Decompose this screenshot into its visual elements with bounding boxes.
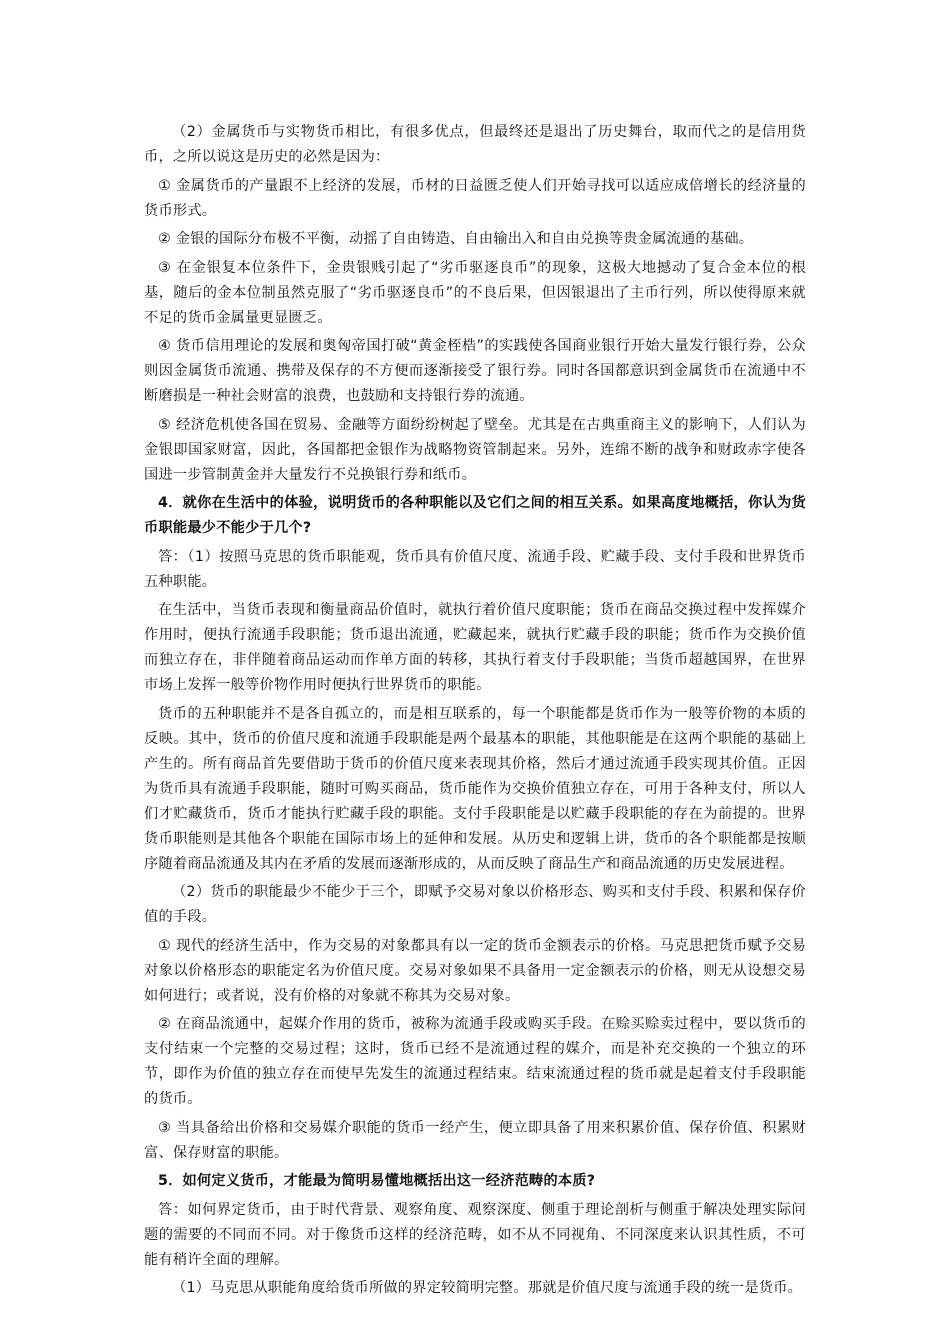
document-page: [144, 120, 806, 1305]
paragraph-13: ② 在商品流通中，起媒介作用的货币，被称为流通手段或购买手段。在赊买赊卖过程中，要以货币的支付结束一个完整的交易过程；这时，货币已经不是流通过程的媒介，而是补充交换的一个独立的环节，即作为价值的独立存在而使早先发生的流通过程结束。结束流通过程的货币就是起着支付手段职能的货币。: [144, 1016, 806, 1107]
paragraph-4: ③ 在金银复本位条件下，金贵银贱引起了“劣币驱逐良币”的现象，这极大地撼动了复合金本位的根基，随后的金本位制虽然克服了“劣币驱逐良币”的不良后果，但因银退出了主币行列，所以使得原来就不足的货币金属量更显匮乏。: [144, 259, 806, 326]
question-5-heading: 5．如何定义货币，才能最为简明易懂地概括出这一经济范畴的本质?: [158, 1173, 596, 1189]
paragraph-2: ① 金属货币的产量跟不上经济的发展，币材的日益匮乏使人们开始寻找可以适应成倍增长的经济量的货币形式。: [144, 177, 806, 219]
paragraph-5: ④ 货币信用理论的发展和奥匈帝国打破“黄金桎梏”的实践使各国商业银行开始大量发行银行券，公众则因金属货币流通、携带及保存的不方便而逐渐接受了银行券。同时各国都意识到金属货币在流通中不断磨损是一种社会财富的浪费，也鼓励和支持银行券的流通。: [144, 338, 806, 404]
question-4-heading: 4．就你在生活中的体验，说明货币的各种职能以及它们之间的相互关系。如果高度地概括，你认为货币职能最少不能少于几个?: [144, 495, 806, 536]
answer-4-intro: 答：（1）按照马克思的货币职能观，货币具有价值尺度、流通手段、贮藏手段、支付手段和世界货币五种职能。: [144, 548, 806, 590]
paragraph-6: ⑤ 经济危机使各国在贸易、金融等方面纷纷树起了壁垒。尤其是在古典重商主义的影响下，人们认为金银即国家财富，因此，各国都把金银作为战略物资管制起来。另外，连绵不断的战争和财政赤字使各国进一步管制黄金并大量发行不兑换银行券和纸币。: [144, 416, 806, 483]
answer-5-intro: 答：如何界定货币，由于时代背景、观察角度、观察深度、侧重于理论剖析与侧重于解决处理实际问题的需要的不同而不同。对于像货币这样的经济范畴，如不从不同视角、不同深度来认识其性质，不可能有稍许全面的理解。: [144, 1201, 806, 1268]
paragraph-1: （2）金属货币与实物货币相比，有很多优点，但最终还是退出了历史舞台，取而代之的是信用货币，之所以说这是历史的必然是因为：: [144, 124, 806, 165]
paragraph-9: 在生活中，当货币表现和衡量商品价值时，就执行着价值尺度职能；货币在商品交换过程中发挥媒介作用时，便执行流通手段职能；货币退出流通，贮藏起来，就执行贮藏手段的职能；货币作为交换价值而独立存在，非伴随着商品运动而作单方面的转移，其执行着支付手段职能；当货币超越国界，在世界市场上发挥一般等价物作用时便执行世界货币的职能。: [144, 602, 806, 693]
paragraph-12: ① 现代的经济生活中，作为交易的对象都具有以一定的货币金额表示的价格。马克思把货币赋予交易对象以价格形态的职能定名为价值尺度。交易对象如果不具备用一定金额表示的价格，则无从设想交易如何进行；或者说，没有价格的对象就不称其为交易对象。: [144, 937, 806, 1004]
paragraph-14: ③ 当具备给出价格和交易媒介职能的货币一经产生，便立即具备了用来积累价值、保存价值、积累财富、保存财富的职能。: [144, 1119, 806, 1161]
paragraph-11: （2）货币的职能最少不能少于三个，即赋予交易对象以价格形态、购买和支付手段、积累和保存价值的手段。: [144, 884, 806, 925]
paragraph-10: 货币的五种职能并不是各自孤立的，而是相互联系的，每一个职能都是货币作为一般等价物的本质的反映。其中，货币的价值尺度和流通手段职能是两个最基本的职能，其他职能是在这两个职能的基础上产生的。所有商品首先要借助于货币的价值尺度来表现其价格，然后才通过流通手段实现其价值。正因为货币具有流通手段职能，随时可购买商品，货币能作为交换价值独立存在，可用于各种支付，所以人们才贮藏货币，货币才能执行贮藏手段的职能。支付手段职能是以贮藏手段职能的存在为前提的。世界货币职能则是其他各个职能在国际市场上的延伸和发展。从历史和逻辑上讲，货币的各个职能都是按顺序随着商品流通及其内在矛盾的发展而逐渐形成的，从而反映了商品生产和商品流通的历史发展进程。: [144, 705, 806, 872]
paragraph-3: ② 金银的国际分布极不平衡，动摇了自由铸造、自由输出入和自由兑换等贵金属流通的基础。: [158, 231, 754, 247]
paragraph-17: （1）马克思从职能角度给货币所做的界定较简明完整。那就是价值尺度与流通手段的统一是货币。: [172, 1280, 803, 1296]
